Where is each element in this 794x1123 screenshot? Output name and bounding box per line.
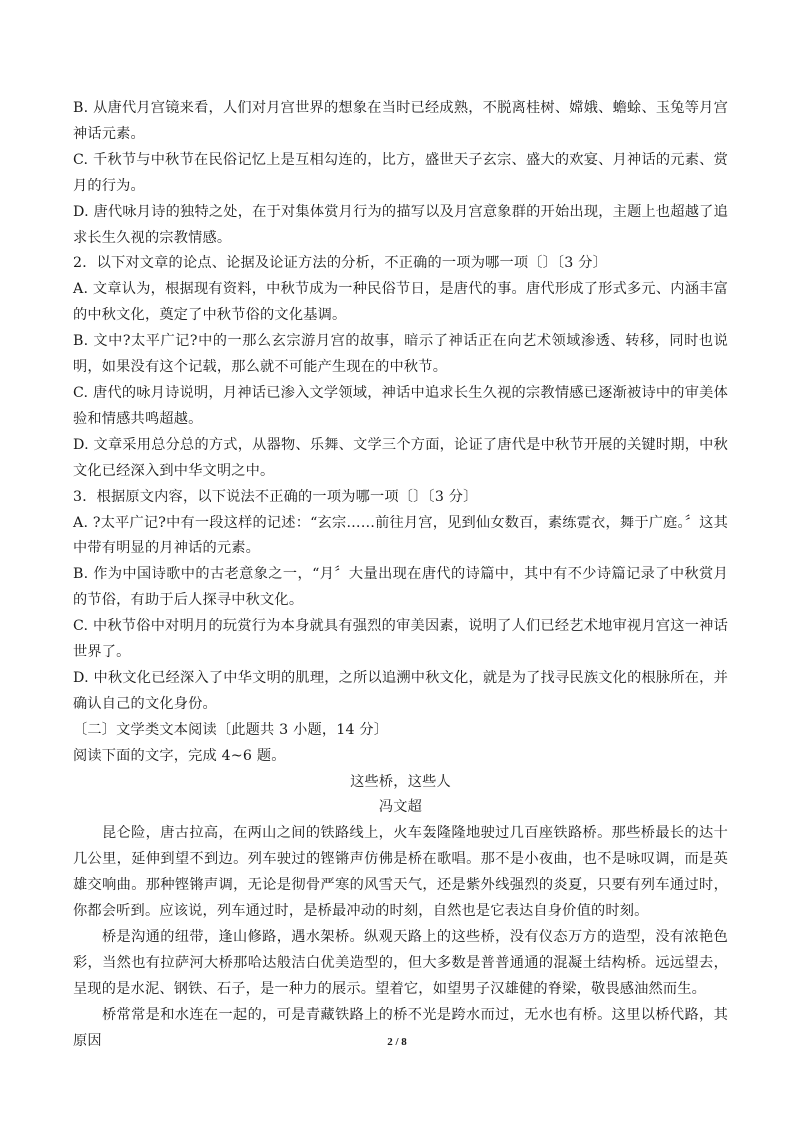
option-3b: B. 作为中国诗歌中的古老意象之一，“月〞大量出现在唐代的诗篇中，其中有不少诗篇记录了中秋赏月的节俗，有助于后人探寻中秋文化。 [73, 566, 728, 609]
article-author: 冯文超 [378, 799, 423, 816]
option-2a: A. 文章认为，根据现有资料，中秋节成为一种民俗节日，是唐代的事。唐代形成了形式多元、内涵丰富的中秋文化，奠定了中秋节俗的文化基调。 [73, 281, 728, 324]
section-heading: 〔二〕文学类文本阅读〔此题共 3 小题，14 分〕 [73, 721, 389, 738]
option-1d: D. 唐代咏月诗的独特之处，在于对集体赏月行为的描写以及月宫意象群的开始出现，主题上也超越了追求长生久视的宗教情感。 [73, 203, 728, 246]
page-number: 2 / 8 [387, 1036, 407, 1048]
option-3d: D. 中秋文化已经深入了中华文明的肌理，之所以追溯中秋文化，就是为了找寻民族文化的根脉所在，并确认自己的文化身份。 [73, 669, 728, 712]
question-3: 3．根据原文内容，以下说法不正确的一项为哪一项〔〕〔3 分〕 [73, 488, 478, 505]
question-2: 2．以下对文章的论点、论据及论证方法的分析，不正确的一项为哪一项〔〕〔3 分〕 [73, 255, 608, 272]
option-3a: A. ?太平广记?中有一段这样的记述：“玄宗……前往月宫，见到仙女数百，素练霓衣，舞于广庭。〞这其中带有明显的月神话的元素。 [73, 514, 728, 557]
option-2d: D. 文章采用总分总的方式，从器物、乐舞、文学三个方面，论证了唐代是中秋节开展的关键时期，中秋文化已经深入到中华文明之中。 [73, 436, 728, 479]
option-1b: B. 从唐代月宫镜来看，人们对月宫世界的想象在当时已经成熟，不脱离桂树、嫦娥、蟾蜍、玉兔等月宫神话元素。 [73, 100, 728, 142]
option-1c: C. 千秋节与中秋节在民俗记忆上是互相勾连的，比方，盛世天子玄宗、盛大的欢宴、月神话的元素、赏月的行为。 [73, 151, 728, 194]
reading-instruction: 阅读下面的文字，完成 4~6 题。 [73, 747, 286, 764]
option-2b: B. 文中?太平广记?中的一那么玄宗游月宫的故事，暗示了神话正在向艺术领域渗透、转移，同时也说明，如果没有这个记载，那么就不可能产生现在的中秋节。 [73, 333, 728, 376]
article-paragraph: 桥常常是和水连在一起的，可是青藏铁路上的桥不光是跨水而过，无水也有桥。这里以桥代路，其原因 [73, 1006, 728, 1049]
article-paragraph: 昆仑险，唐古拉高，在两山之间的铁路线上，火车轰隆隆地驶过几百座铁路桥。那些桥最长的达十几公里，延伸到望不到边。列车驶过的铿锵声仿佛是桥在歌唱。那不是小夜曲，也不是咏叹调，而是英雄交响曲。那种铿锵声调，无论是彻骨严寒的风雪天气，还是紫外线强烈的炎夏，只要有列车通过时，你都会听到。应该说，列车通过时，是桥最冲动的时刻，自然也是它表达自身价值的时刻。 [73, 825, 728, 920]
option-2c: C. 唐代的咏月诗说明，月神话已渗入文学领域，神话中追求长生久视的宗教情感已逐渐被诗中的审美体验和情感共鸣超越。 [73, 384, 728, 427]
article-paragraph: 桥是沟通的纽带，逢山修路，遇水架桥。纵观天路上的这些桥，没有仪态万方的造型，没有浓艳色彩，当然也有拉萨河大桥那哈达般洁白优美造型的，但大多数是普普通通的混凝土结构桥。远远望去，呈现的是水泥、钢铁、石子，是一种力的展示。望着它，如望男子汉雄健的脊梁，敬畏感油然而生。 [73, 929, 728, 997]
article-title: 这些桥，这些人 [350, 773, 451, 790]
option-3c: C. 中秋节俗中对明月的玩赏行为本身就具有强烈的审美因素，说明了人们已经艺术地审视月宫这一神话世界了。 [73, 618, 728, 661]
page-content [73, 96, 728, 1055]
